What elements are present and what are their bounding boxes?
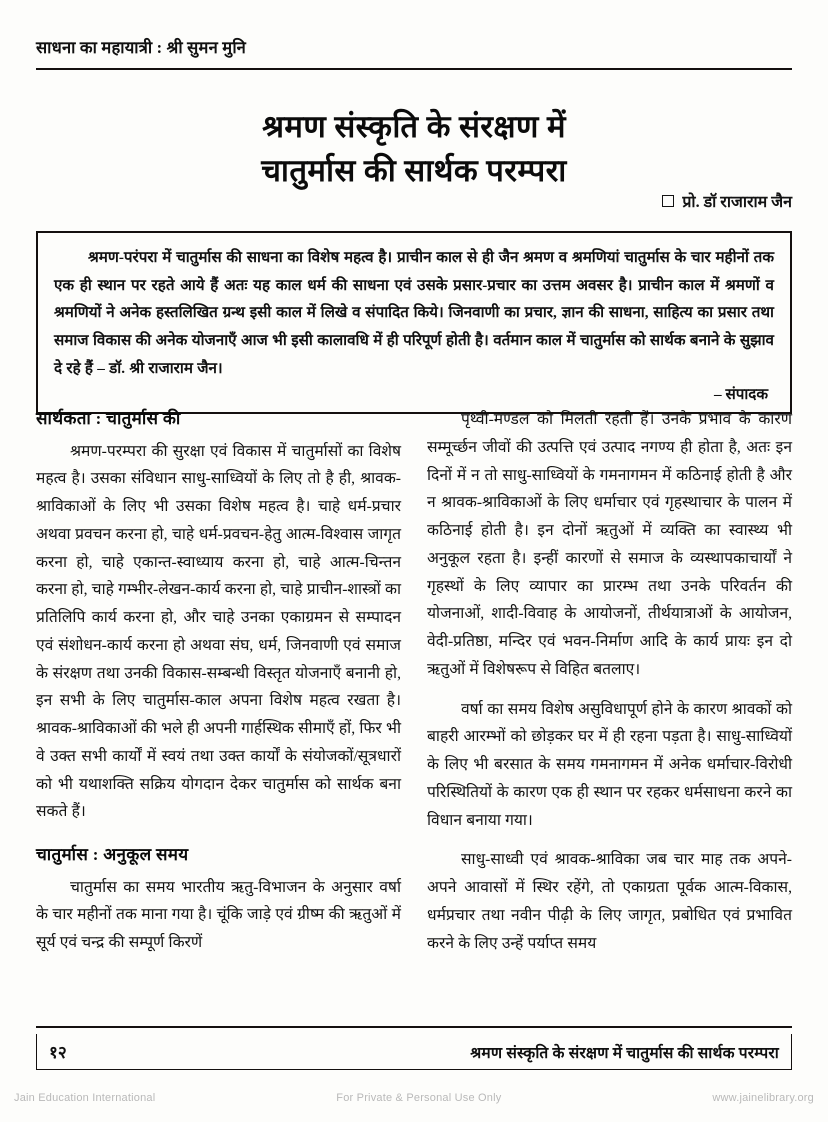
footer-bar [36, 1034, 792, 1070]
scan-watermark-center: For Private & Personal Use Only [336, 1092, 502, 1104]
author-byline [662, 190, 792, 212]
page-title [36, 105, 792, 193]
article-title-line-1: श्रमण संस्कृति के संरक्षण में [262, 108, 566, 144]
abstract-box [36, 231, 792, 414]
left-column [36, 406, 401, 1020]
left-paragraph-2: चातुर्मास का समय भारतीय ऋतु-विभाजन के अनुसार वर्षा के चार महीनों तक माना गया है। चूंकि जाड़े एवं ग्रीष्म की ऋतुओं में सूर्य एवं चन्द्र की सम्पूर्ण किरणें [36, 878, 401, 951]
right-paragraph-2: वर्षा का समय विशेष असुविधापूर्ण होने के कारण श्रावकों को बाहरी आरम्भों को छोड़कर घर में ही रहना पड़ता है। साधु-साध्वियों के लिए भी बरसात के समय गमनागमन में अनेक धर्माचार-विरोधी परिस्थितियों के कारण एक ही स्थान पर रहकर धर्मसाधना करने का विधान बनाया गया। [427, 700, 792, 829]
page-number: १२ [49, 1043, 67, 1062]
scan-watermark-strip [0, 1088, 828, 1122]
right-column [427, 406, 792, 1020]
section-heading-chaturmas: चातुर्मास : अनुकूल समय [36, 845, 189, 864]
footer-divider-rule [36, 1026, 792, 1028]
right-paragraph-3: साधु-साध्वी एवं श्रावक-श्राविका जब चार माह तक अपने-अपने आवासों में स्थिर रहेंगे, तो एकाग्रता पूर्वक आत्म-विकास, धर्मप्रचार तथा नवीन पीढ़ी के लिए जागृत, प्रबोधित एवं प्रभावित करने के लिए उन्हें पर्याप्त समय [427, 851, 792, 952]
abstract-signature: – संपादक [714, 386, 768, 404]
abstract-text: श्रमण-परंपरा में चातुर्मास की साधना का विशेष महत्व है। प्राचीन काल से ही जैन श्रमण व श्रमणियां चातुर्मास के चार महीनों तक एक ही स्थान पर रहते आये हैं अतः यह काल धर्म की साधना एवं उसके प्रसार-प्रचार का उत्तम अवसर है। प्राचीन काल में श्रमणों व श्रमणियों ने अनेक हस्तलिखित ग्रन्थ इसी काल में लिखे व संपादित किये। जिनवाणी का प्रचार, ज्ञान की साधना, साहित्य का प्रसार तथा समाज विकास की अनेक योजनाएँ आज भी इसी कालावधि में ही परिपूर्ण होती है। वर्तमान काल में चातुर्मास को सार्थक बनाने के सुझाव दे रहे हैं – डॉ. श्री राजाराम जैन। [54, 249, 774, 377]
header-divider-rule [36, 68, 792, 70]
running-header: साधना का महायात्री : श्री सुमन मुनि [36, 38, 246, 57]
left-paragraph-1: श्रमण-परम्परा की सुरक्षा एवं विकास में चातुर्मासों का विशेष महत्व है। उसका संविधान साधु-साध्वियों के लिए तो है ही, श्रावक-श्राविकाओं के लिए भी उसका विशेष महत्व है। चाहे धर्म-प्रचार अथवा प्रवचन करना हो, चाहे धर्म-प्रवचन-हेतु आत्म-विश्वास जागृत करना हो, चाहे एकान्त-स्वाध्याय करना हो, चाहे आत्म-चिन्तन करना हो, चाहे गम्भीर-लेखन-कार्य करना हो, चाहे प्राचीन-शास्त्रों का प्रतिलिपि कार्य करना हो, और चाहे उनका एकाग्रमन से सम्पादन एवं संशोधन-कार्य करना हो अथवा संघ, धर्म, जिनवाणी एवं समाज के संरक्षण तथा उनकी विकास-सम्बन्धी विस्तृत योजनाएँ बनानी हो, इन सभी के लिए चातुर्मास-काल अपना विशेष महत्व रखता है। श्रावक-श्राविकाओं की भले ही अपनी गार्हस्थिक सीमाएँ हों, फिर भी वे उक्त सभी कार्यों में स्वयं तथा उक्त कार्यों के संयोजकों/सूत्रधारों को भी यथाशक्ति सक्रिय योगदान देकर चातुर्मास को सार्थक बना सकते हैं। [36, 442, 401, 821]
article-title-line-2: चातुर्मास की सार्थक परम्परा [261, 152, 567, 188]
two-column-body [36, 406, 792, 1020]
scan-watermark-left: Jain Education International [14, 1092, 156, 1104]
section-heading-sarthakta: सार्थकता : चातुर्मास की [36, 409, 181, 428]
author-name: प्रो. डॉ राजाराम जैन [682, 194, 792, 211]
footer-running-title: श्रमण संस्कृति के संरक्षण में चातुर्मास की सार्थक परम्परा [470, 1044, 779, 1062]
square-bullet-icon [662, 195, 674, 207]
right-paragraph-1: पृथ्वी-मण्डल को मिलती रहती हैं। उनके प्रभाव के कारण सम्मूर्च्छन जीवों की उत्पत्ति एवं उत्पाद नगण्य ही होता है, अतः इन दिनों में न तो साधु-साध्वियों के गमनागमन में कठिनाई होती है और न श्रावक-श्राविकाओं के लिए धर्माचार एवं गृहस्थाचार के पालन में कठिनाई होती है। इन दोनों ऋतुओं में व्यक्ति का स्वास्थ्य भी अनुकूल रहता है। इन्हीं कारणों से समाज के व्यस्थापकाचार्यों ने गृहस्थों के लिए व्यापार का प्रारम्भ तथा उनके परिवर्तन की योजनाओं, शादी-विवाह के आयोजनों, तीर्थयात्राओं के आयोजन, वेदी-प्रतिष्ठा, मन्दिर एवं भवन-निर्माण आदि के कार्य प्रायः इन दो ऋतुओं में विशेषरूप से विहित बतलाए। [427, 411, 792, 678]
scan-watermark-right: www.jainelibrary.org [712, 1092, 814, 1104]
